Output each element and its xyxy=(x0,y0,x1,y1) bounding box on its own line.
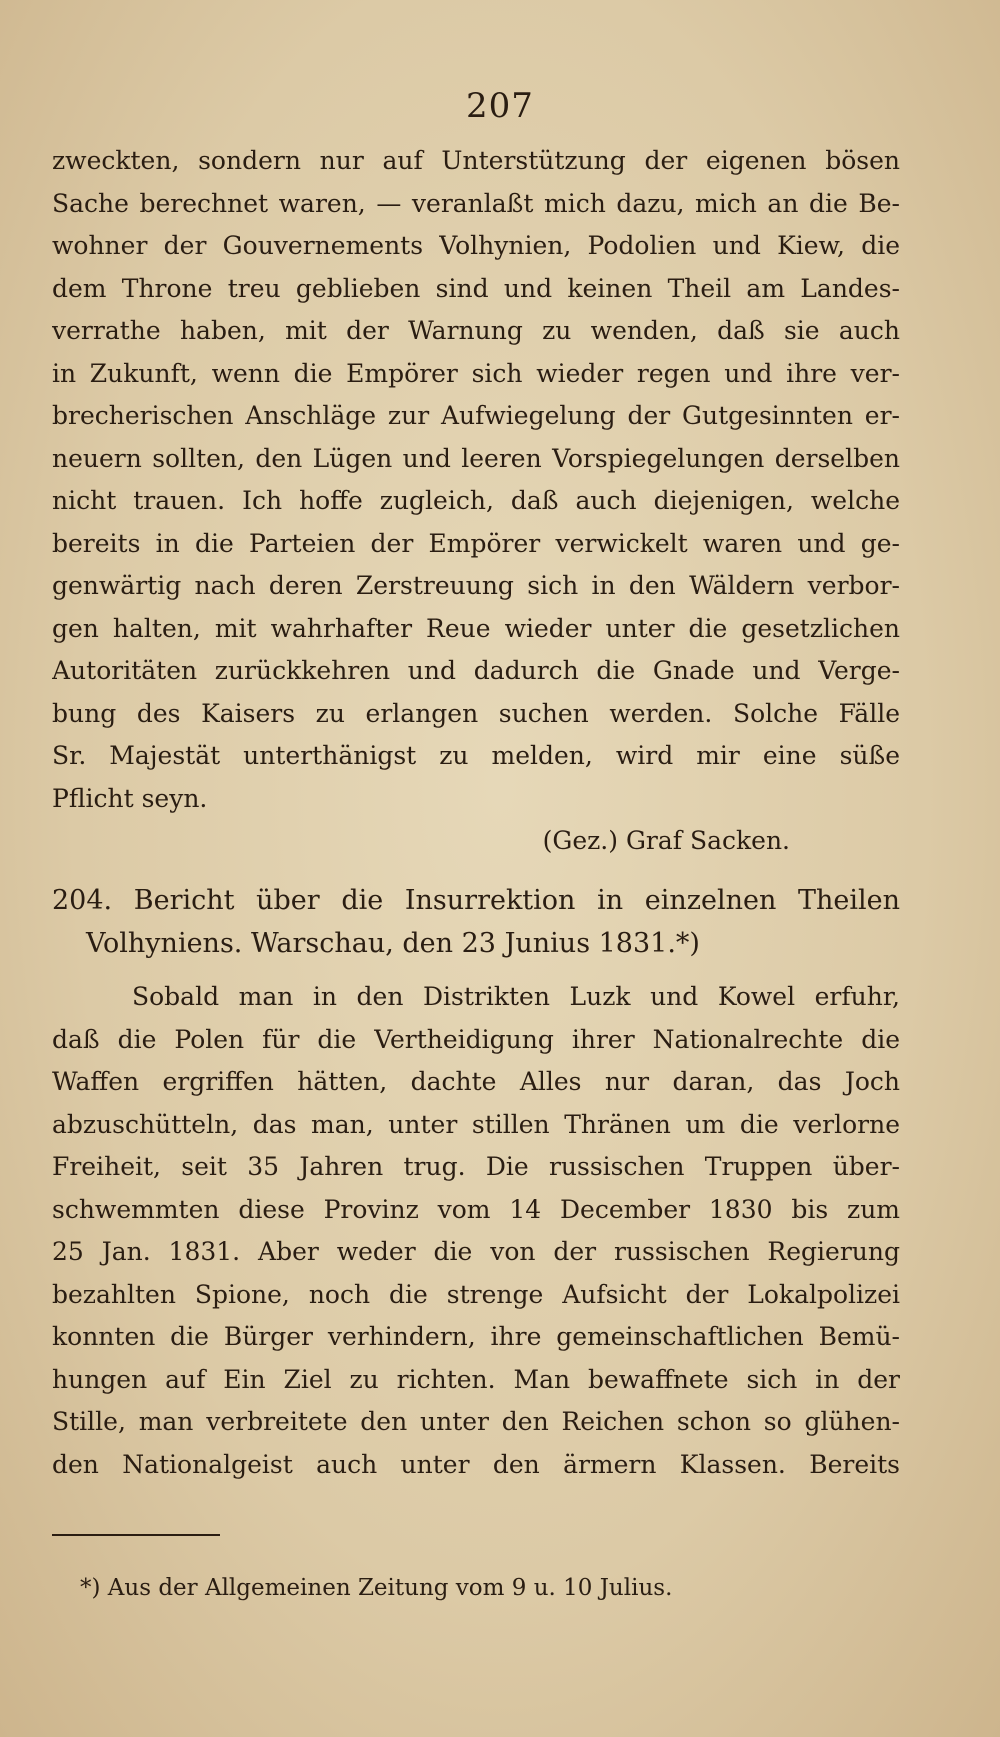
text-line: Sobald man in den Distrikten Luzk und Kowel erfuhr, xyxy=(132,982,900,1011)
text-line: Waffen ergriffen hätten, dachte Alles nur daran, das Joch xyxy=(52,1067,900,1096)
footnote-divider xyxy=(52,1534,220,1536)
text-line: 25 Jan. 1831. Aber weder die von der russischen Regierung xyxy=(52,1237,900,1266)
text-line: bereits in die Parteien der Empörer verwickelt waren und ge- xyxy=(52,528,900,558)
text-line: zweckten, sondern nur auf Unterstützung der eigenen bösen xyxy=(52,146,900,175)
text-line: daß die Polen für die Vertheidigung ihrer Nationalrechte die xyxy=(52,1024,900,1054)
text-line: hungen auf Ein Ziel zu richten. Man bewaffnete sich in der xyxy=(52,1364,900,1394)
heading-line: Volhyniens. Warschau, den 23 Junius 1831.*) xyxy=(86,927,700,959)
text-line: schwemmten diese Provinz vom 14 December 1830 bis zum xyxy=(52,1194,900,1224)
text-line: Freiheit, seit 35 Jahren trug. Die russischen Truppen über- xyxy=(52,1152,900,1181)
text-line: Pflicht seyn. xyxy=(52,783,208,813)
text-line: den Nationalgeist auch unter den ärmern Klassen. Bereits xyxy=(52,1449,900,1479)
text-line: gen halten, mit wahrhafter Reue wieder unter die gesetzlichen xyxy=(52,613,900,643)
paragraph-continuation xyxy=(52,140,900,863)
text-line: dem Throne treu geblieben sind und keinen Theil am Landes- xyxy=(52,273,900,303)
signature: (Gez.) Graf Sacken. xyxy=(542,826,790,855)
text-line: neuern sollten, den Lügen und leeren Vorspiegelungen derselben xyxy=(52,443,900,473)
text-line: Sache berechnet waren, — veranlaßt mich dazu, mich an die Be- xyxy=(52,188,900,218)
text-line: wohner der Gouvernements Volhynien, Podolien und Kiew, die xyxy=(52,231,900,260)
report-paragraph xyxy=(52,976,900,1486)
section-heading xyxy=(52,880,900,965)
footnote: *) Aus der Allgemeinen Zeitung vom 9 u. 10 Julius. xyxy=(80,1575,673,1601)
text-line: brecherischen Anschläge zur Aufwiegelung der Gutgesinnten er- xyxy=(52,401,900,430)
text-line: nicht trauen. Ich hoffe zugleich, daß auch diejenigen, welche xyxy=(52,486,900,515)
text-line: verrathe haben, mit der Warnung zu wenden, daß sie auch xyxy=(52,316,900,345)
page-number: 207 xyxy=(466,86,534,126)
text-line: in Zukunft, wenn die Empörer sich wieder regen und ihre ver- xyxy=(52,358,900,388)
text-line: genwärtig nach deren Zerstreuung sich in den Wäldern verbor- xyxy=(52,571,900,600)
text-line: konnten die Bürger verhindern, ihre gemeinschaftlichen Bemü- xyxy=(52,1322,900,1351)
text-line: Stille, man verbreitete den unter den Reichen schon so glühen- xyxy=(52,1407,900,1436)
text-line: abzuschütteln, das man, unter stillen Thränen um die verlorne xyxy=(52,1109,900,1139)
text-line: bung des Kaisers zu erlangen suchen werden. Solche Fälle xyxy=(52,698,900,728)
text-line: Autoritäten zurückkehren und dadurch die Gnade und Verge- xyxy=(52,656,900,685)
heading-line: 204. Bericht über die Insurrektion in einzelnen Theilen xyxy=(52,885,900,916)
text-line: bezahlten Spione, noch die strenge Aufsicht der Lokalpolizei xyxy=(52,1279,900,1309)
text-line: Sr. Majestät unterthänigst zu melden, wird mir eine süße xyxy=(52,741,900,770)
